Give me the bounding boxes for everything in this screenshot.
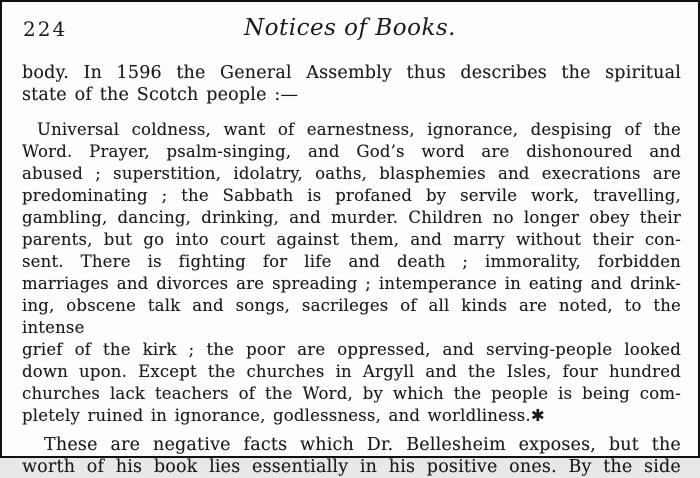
text-line: abused ; superstition, idolatry, oaths, blasphemies and execrations are [22, 164, 681, 183]
text-line: These are negative facts which Dr. Bellesheim exposes, but the [44, 435, 681, 455]
text-line: churches lack teachers of the Word, by which the people is being com- [22, 384, 681, 403]
paragraph-closing [22, 434, 681, 478]
page-header [2, 15, 698, 45]
text-line: sent. There is fighting for life and death ; immorality, forbidden [22, 252, 681, 271]
text-line: pletely ruined in ignorance, godlessness, and worldliness.✱ [22, 406, 545, 425]
running-title: Notices of Books. [244, 15, 456, 41]
text-line: down upon. Except the churches in Argyll and the Isles, four hundred [22, 362, 681, 381]
text-line: grief of the kirk ; the poor are oppressed, and serving-people looked [22, 340, 681, 359]
text-line: Word. Prayer, psalm-singing, and God’s word are dishonoured and [22, 142, 681, 161]
page-number: 224 [23, 17, 68, 41]
text-line: parents, but go into court against them, and marry without their con- [22, 230, 681, 249]
text-line: Universal coldness, want of earnestness, ignorance, despising of the [37, 120, 681, 139]
text-line: ing, obscene talk and songs, sacrileges of all kinds are noted, to the intense [22, 296, 681, 337]
text-line: predominating ; the Sabbath is profaned by servile work, travelling, [22, 186, 681, 205]
text-line: state of the Scotch people :— [22, 85, 299, 105]
text-line: gambling, dancing, drinking, and murder. Children no longer obey their [22, 208, 681, 227]
text-line: worth of his book lies essentially in his positive ones. By the side [22, 457, 681, 477]
paragraph-intro [22, 62, 681, 106]
page-text [22, 62, 681, 478]
text-line: marriages and divorces are spreading ; intemperance in eating and drink- [22, 274, 681, 293]
text-line: body. In 1596 the General Assembly thus describes the spiritual [22, 63, 681, 83]
paragraph-quote [22, 119, 681, 427]
